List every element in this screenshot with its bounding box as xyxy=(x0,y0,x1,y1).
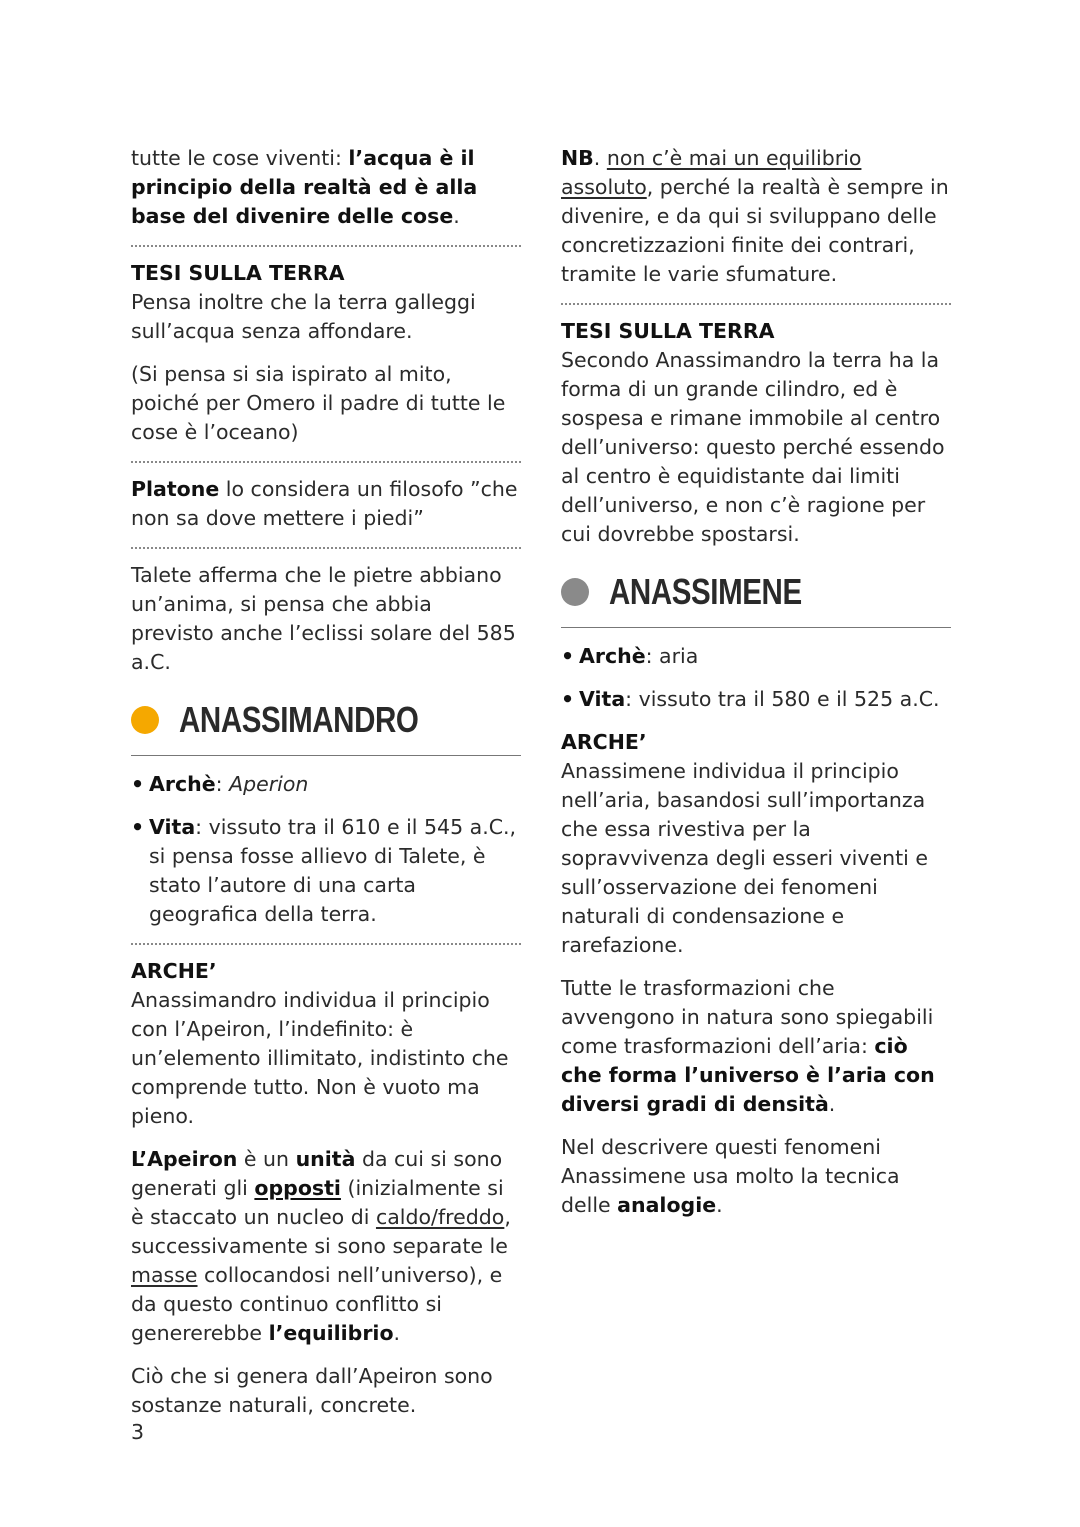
bullet-arche: • Archè: Aperion xyxy=(131,770,521,799)
arche-value: : aria xyxy=(645,644,699,668)
right-column xyxy=(561,144,951,1220)
bullet-arche xyxy=(561,642,951,671)
intro-text: tutte le cose viventi: xyxy=(131,146,349,170)
section-header-anassimandro xyxy=(131,699,521,741)
nb-underlined: non c’è mai un equilibrio assoluto xyxy=(561,146,862,199)
genera-text: Ciò che si genera dall’Apeiron sono sostanze naturali, concrete. xyxy=(131,1364,493,1417)
section-header-anassimene xyxy=(561,571,951,613)
left-column xyxy=(131,144,521,1420)
trasformazioni-paragraph xyxy=(561,974,951,1119)
mito-text: (Si pensa si sia ispirato al mito, poiché per Omero il padre di tutte le cose è l’oceano) xyxy=(131,362,506,444)
nb-paragraph xyxy=(561,144,951,289)
vita-text: : vissuto tra il 610 e il 545 a.C., si pensa fosse allievo di Talete, è stato l’autore di una carta geografica della terra. xyxy=(149,815,517,926)
caldo-freddo-underlined: caldo/freddo xyxy=(375,1205,505,1229)
dotted-divider xyxy=(131,943,521,945)
apeiron-end: . xyxy=(393,1321,401,1345)
opposti-underlined: opposti xyxy=(254,1176,341,1200)
dotted-divider xyxy=(131,461,521,463)
orange-dot-icon xyxy=(131,706,159,734)
terra-text: Secondo Anassimandro la terra ha la forma di un grande cilindro, ed è sospesa e rimane immobile al centro dell’universo: questo perché essendo al centro è equidistante dai limiti dell’universo, e non c’è ragione per cui dovrebbe spostarsi. xyxy=(561,348,945,546)
arche-title: ARCHE’ xyxy=(561,730,647,754)
arche-label: Archè xyxy=(149,772,216,796)
apeiron-text: collocandosi nell’universo), e da questo continuo conflitto si genererebbe xyxy=(131,1263,503,1345)
platone-paragraph xyxy=(131,475,521,533)
page-number: 3 xyxy=(131,1420,145,1444)
bullet-vita xyxy=(131,813,521,929)
apeiron-text: (inizialmente si è staccato un nucleo di xyxy=(131,1176,504,1229)
vita-label: Vita xyxy=(149,815,196,839)
analog-bold: analogie xyxy=(617,1193,717,1217)
intro-bold: l’acqua è il principio della realtà ed è alla base del divenire delle cose xyxy=(131,146,478,228)
equilibrio-bold: l’equilibrio xyxy=(268,1321,394,1345)
analog-end: . xyxy=(716,1193,723,1217)
platone-bold: Platone xyxy=(131,477,220,501)
analogie-paragraph xyxy=(561,1133,951,1220)
section-title: ANASSIMENE xyxy=(609,571,802,612)
apeiron-text: , successivamente si sono separate le xyxy=(131,1205,511,1258)
dotted-divider xyxy=(561,303,951,305)
arche-label: Archè xyxy=(579,644,646,668)
nb-text: , perché la realtà è sempre in divenire, e da qui si sviluppano delle concretizzazioni finite dei contrari, tramite le varie sfumature. xyxy=(561,175,949,286)
arche-value: Aperion xyxy=(229,772,309,796)
trasf-text: Tutte le trasformazioni che avvengono in natura sono spiegabili come trasformazioni dell’aria: xyxy=(561,976,934,1058)
trasf-bold: ciò che forma l’universo è l’aria con diversi gradi di densità xyxy=(561,1034,935,1116)
terra-title: TESI SULLA TERRA xyxy=(131,261,345,285)
nb-bold: NB xyxy=(561,146,594,170)
section-rule xyxy=(131,755,521,756)
section-rule xyxy=(561,627,951,628)
trasf-end: . xyxy=(828,1092,836,1116)
intro-paragraph xyxy=(131,144,521,231)
dotted-divider xyxy=(131,547,521,549)
arche-title: ARCHE’ xyxy=(131,959,217,983)
masse-underlined: masse xyxy=(131,1263,198,1287)
arche-text: Anassimene individua il principio nell’aria, basandosi sull’importanza che essa rivestiva per la sopravvivenza degli esseri viventi e sull’osservazione dei fenomeni naturali di condensazione e rarefazione. xyxy=(561,759,928,957)
apeiron-text: da cui si sono generati gli xyxy=(131,1147,503,1200)
arche-text: Anassimandro individua il principio con l’Apeiron, l’indefinito: è un’elemento illimitato, indistinto che comprende tutto. Non è vuoto ma pieno. xyxy=(131,988,509,1128)
bullet-vita xyxy=(561,685,951,714)
vita-label: Vita xyxy=(579,687,626,711)
terra-title: TESI SULLA TERRA xyxy=(561,319,775,343)
nb-dot: . xyxy=(593,146,607,170)
intro-end: . xyxy=(453,204,460,228)
pietre-text: Talete afferma che le pietre abbiano un’anima, si pensa che abbia previsto anche l’eclissi solare del 585 a.C. xyxy=(131,563,516,674)
section-title: ANASSIMANDRO xyxy=(179,699,419,740)
apeiron-paragraph xyxy=(131,1145,521,1348)
terra-text: Pensa inoltre che la terra galleggi sull’acqua senza affondare. xyxy=(131,290,476,343)
unita-bold: unità xyxy=(295,1147,356,1171)
gray-dot-icon xyxy=(561,578,589,606)
analog-text: Nel descrivere questi fenomeni Anassimene usa molto la tecnica delle xyxy=(561,1135,900,1217)
platone-text: lo considera un filosofo ”che non sa dove mettere i piedi” xyxy=(131,477,518,530)
apeiron-bold: L’Apeiron xyxy=(131,1147,238,1171)
vita-text: : vissuto tra il 580 e il 525 a.C. xyxy=(625,687,940,711)
apeiron-text: è un xyxy=(237,1147,296,1171)
dotted-divider xyxy=(131,245,521,247)
